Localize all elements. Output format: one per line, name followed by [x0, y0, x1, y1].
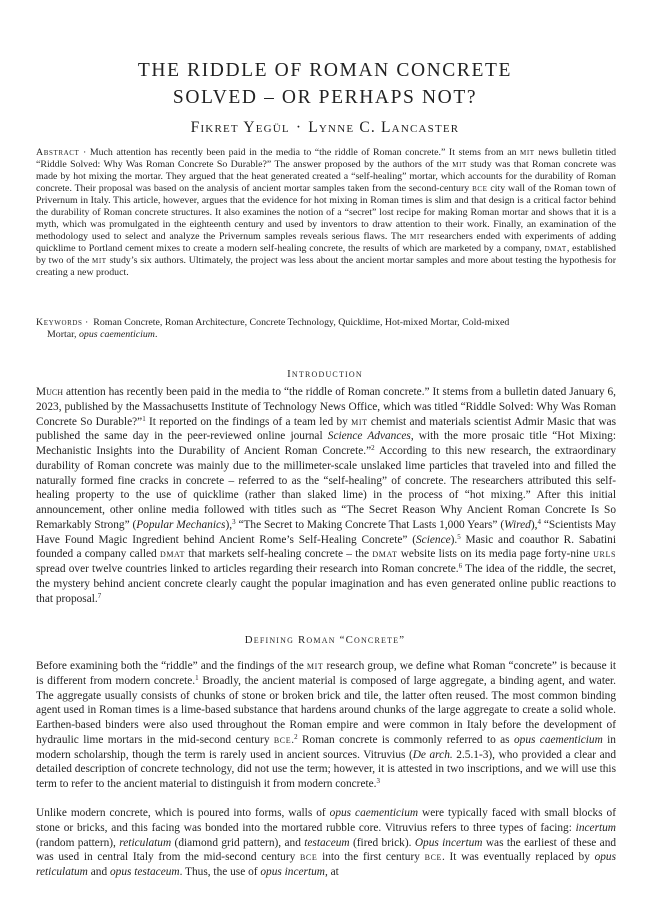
body-text: were typically faced with small blocks of stone or bricks, and this facing was bonded into the mortared rubble core. Vitruvius refers to three types of facing:	[36, 807, 616, 834]
introduction-paragraph	[36, 385, 616, 606]
abbr-bce: bce	[273, 733, 292, 746]
keywords	[36, 317, 616, 341]
body-text: ).	[450, 533, 458, 546]
body-text: According to this new research, the extraordinary durability of Roman concrete was mainly due to the millimeter-scale unslaked lime particles that traveled into and filled the naturally formed fine cracks in concrete – referred to as the “self-healing” of concrete. The researchers attributed this self-healing property to the use of quicklime (rather than slaked lime) in the process of “hot mixing.” After this initial announcement, other online media followed with titles such as “The Secret Reason Why Ancient Roman Concrete Is So Remarkably Strong” (	[36, 445, 616, 531]
publication-title: Popular Mechanics	[136, 518, 226, 531]
authors	[0, 119, 650, 137]
abstract-separator: ·	[82, 147, 87, 158]
journal-title: Science Advances	[327, 430, 411, 443]
body-text: Broadly, the ancient material is composed of large aggregate, a binding agent, and water. The aggregate usually consists of chunks of stone or broken brick and tile, the latter often reused. The most common binding agent used in Roman times is a lime-based substance that hardens around chunks of the large aggregate to create a solid whole. Earthen-based binders were also used throughout the Roman empire and were common in Italy before the development of hydraulic lime mortars in the mid-second century	[36, 674, 616, 746]
footnote-ref[interactable]: 3	[376, 777, 381, 785]
body-text: research group, we define what Roman “concrete” is because it is different from modern concrete.	[36, 660, 616, 687]
body-text: , with the more prosaic title “Hot Mixing: Mechanistic Insights into the Durability of Ancient Roman Concrete.”	[36, 430, 617, 457]
body-text: Roman concrete is commonly referred to as	[301, 733, 510, 746]
body-text: (random pattern),	[36, 836, 116, 849]
latin-term: opus reticulatum	[36, 851, 617, 878]
body-text: , at	[324, 866, 339, 878]
abstract-text: study was that Roman concrete was made by hot mixing the mortar. They argued that the heat generated created a “self-healing” mortar, which accounts for the durability of Roman concrete. Their proposal was based on the analysis of ancient mortar samples taken from the second-century	[36, 159, 617, 195]
abbr-mit: mit	[520, 147, 535, 158]
latin-term: opus caementicium	[329, 807, 419, 819]
abbr-mit: mit	[92, 255, 107, 267]
abstract-text: news bulletin titled “Riddle Solved: Why Was Roman Concrete So Durable?” The answer proposed by the authors of the	[36, 147, 617, 171]
body-text: Masic and coauthor R. Sabatini founded a company called	[36, 533, 616, 561]
abbr-mit: mit	[351, 415, 368, 428]
author-1: Fikret Yegül	[190, 119, 290, 136]
latin-term: Opus incertum	[414, 836, 483, 849]
section-heading-introduction: Introduction	[287, 368, 363, 380]
body-text: (fired brick).	[352, 836, 412, 849]
abbr-mit: mit	[306, 660, 324, 672]
footnote-ref[interactable]: 7	[97, 591, 102, 600]
abbr-dmat: dmat	[159, 548, 186, 561]
abbr-urls: urls	[593, 548, 616, 561]
body-text: “The Secret to Making Concrete That Lasts 1,000 Years” (	[238, 518, 505, 531]
latin-term: opus caementicium	[513, 733, 603, 746]
body-text: Before examining both the “riddle” and the findings of the	[36, 660, 304, 672]
abstract-text: study’s six authors. Ultimately, the project was less about the ancient mortar samples and more about testing the hypothesis for creating a new product.	[36, 255, 617, 279]
latin-term: testaceum	[304, 836, 350, 849]
abstract-text: , established by two of the	[36, 243, 616, 267]
latin-term: incertum	[575, 821, 616, 834]
abstract-text: researchers ended with experiments of adding quicklime to Portland cement mixes to create a modern self-healing concrete, the results of which are marketed by a company,	[36, 231, 617, 255]
abstract-text: Much attention has recently been paid in the media to “the riddle of Roman concrete.” It stems from an	[89, 147, 517, 158]
abbr-mit: mit	[410, 231, 425, 243]
body-text: The idea of the riddle, the secret, the mystery behind ancient concrete clearly caught the popular imagination and has even generated online public reactions to that proposal.	[36, 563, 616, 605]
footnote-ref[interactable]: 4	[537, 517, 541, 526]
body-text: .	[291, 733, 295, 746]
footnote-ref[interactable]: 3	[232, 517, 236, 526]
abbr-dmat: dmat	[544, 243, 567, 255]
body-text: It reported on the findings of a team led by	[149, 415, 348, 428]
footnote-ref[interactable]: 6	[458, 562, 463, 570]
latin-term: De arch.	[412, 748, 453, 761]
footnote-ref[interactable]: 2	[294, 732, 298, 741]
defining-paragraph-1	[36, 659, 616, 792]
body-text: Unlike modern concrete, which is poured into forms, walls of	[36, 807, 326, 819]
publication-title: Science	[416, 533, 451, 546]
abstract-text: city wall of the Roman town of Privernum in Italy. This article, however, argues that the evidence for hot mixing in Roman times is slim and that design is a critical factor behind the durability of Roman concrete structures. It also examines the notion of a “secret” lost recipe for making Roman mortar and shows that it is a myth, which was promulgated in the eighteenth century and used by inventors to draw attention to their work. Finally, an examination of the methodology used to select and analyze the Privernum samples reveals serious flaws. The	[36, 183, 616, 243]
latin-term: opus testaceum	[109, 866, 180, 878]
lead-word: Much	[36, 386, 63, 398]
keywords-list-cont: Mortar,	[47, 329, 77, 341]
keywords-list: Roman Concrete, Roman Architecture, Concrete Technology, Quicklime, Hot-mixed Mortar, Cold-mixed	[93, 317, 510, 328]
article-title-line-1: THE RIDDLE OF ROMAN CONCRETE	[137, 60, 513, 81]
body-text: . It was eventually replaced by	[442, 851, 590, 864]
body-text: 2.5.1-3), who provided a clear and detailed description of concrete technology, did not use the term; however, it is attested in two inscriptions, and we will use this term to refer to the ancient material to distinguish it from modern concrete.	[36, 748, 617, 790]
footnote-ref[interactable]: 2	[371, 444, 375, 452]
body-text: chemist and materials scientist Admir Masic that was published the same day in the peer-reviewed online journal	[36, 415, 616, 443]
defining-paragraph-2	[36, 806, 616, 880]
body-text: website lists on its media page forty-nine	[400, 548, 590, 561]
abbr-mit: mit	[452, 159, 467, 171]
footnote-ref[interactable]: 1	[195, 673, 199, 682]
body-text: (diamond grid pattern), and	[174, 836, 301, 849]
body-text: attention has recently been paid in the media to “the riddle of Roman concrete.” It stems from a bulletin dated January 6, 2023, published by the Massachusetts Institute of Technology News Office, which was titled “Riddle Solved: Why Was Roman Concrete So Durable?”	[36, 386, 616, 428]
footnote-ref[interactable]: 5	[457, 532, 461, 541]
abbr-dmat: dmat	[372, 548, 398, 561]
publication-title: Wired	[504, 518, 531, 531]
keywords-label: Keywords	[36, 317, 83, 328]
body-text: ),	[225, 518, 233, 531]
author-2: Lynne C. Lancaster	[308, 119, 460, 136]
latin-term: opus incertum	[260, 866, 325, 878]
section-heading-defining: Defining Roman “Concrete”	[244, 634, 406, 646]
body-text: and	[90, 866, 108, 878]
article-title-line-2: SOLVED – OR PERHAPS NOT?	[172, 87, 478, 108]
abbr-bce: bce	[424, 851, 442, 864]
footnote-ref[interactable]: 1	[142, 414, 146, 423]
abbr-bce: bce	[300, 851, 318, 864]
latin-term: reticulatum	[119, 836, 172, 849]
abbr-bce: bce	[472, 183, 488, 195]
body-text: into the first century	[322, 851, 420, 864]
body-text: spread over twelve countries linked to articles regarding their research into Roman concrete.	[36, 563, 459, 575]
keyword-italic: opus caementicium	[78, 329, 155, 341]
body-text: “Scientists May Have Found Magic Ingredient behind Ancient Rome’s Self-Healing Concrete” (	[36, 518, 616, 546]
abstract	[36, 147, 616, 280]
body-text: ),	[530, 518, 538, 531]
abstract-label: Abstract	[36, 147, 80, 158]
body-text: that markets self-healing concrete – the	[188, 548, 370, 561]
author-separator: ·	[295, 119, 303, 136]
keywords-end: .	[154, 329, 158, 341]
body-text: in modern scholarship, though the term is rarely used in ancient sources. Vitruvius (	[36, 733, 616, 761]
body-text: . Thus, the use of	[179, 866, 258, 878]
body-text: was the earliest of these and was used in central Italy from the mid-second century	[36, 836, 617, 864]
keywords-separator: ·	[85, 317, 89, 328]
